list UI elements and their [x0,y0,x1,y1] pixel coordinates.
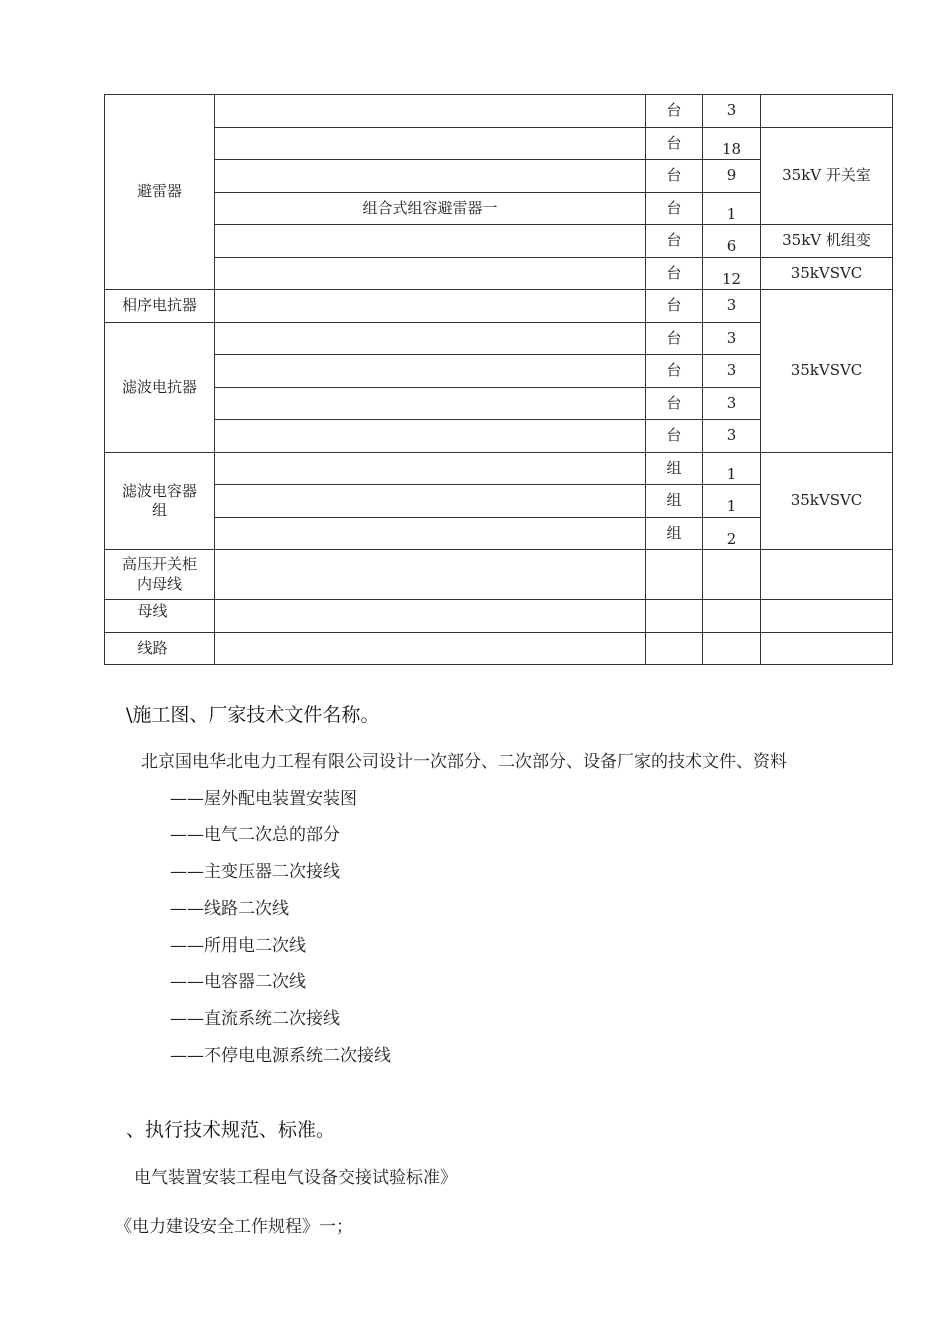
qty-value: 6 [726,237,737,256]
list-item: ——屋外配电装置安装图 [170,789,357,809]
equipment-name: 滤波电抗器 [105,323,215,453]
equipment-desc [215,420,646,453]
equipment-desc [215,453,646,485]
location-cell: 35kVSVC [761,258,893,290]
equipment-desc [215,258,646,290]
equipment-name-line1: 滤波电容器 [121,481,197,500]
qty-value: 18 [721,139,742,158]
unit-cell: 组 [646,518,703,550]
section-intro: 北京国电华北电力工程有限公司设计一次部分、二次部分、设备厂家的技术文件、资料 [141,752,787,772]
equipment-desc [215,323,646,355]
equipment-name-line2: 内母线 [136,574,182,593]
list-item: ——电容器二次线 [170,972,306,992]
unit-cell: 台 [646,355,703,388]
unit-cell: 台 [646,323,703,355]
location-cell: 35kV 开关室 [761,128,893,225]
qty-cell [703,518,761,550]
table-row [105,290,893,323]
list-item: ——直流系统二次接线 [170,1009,340,1029]
equipment-name-line1: 高压开关柜 [121,555,197,573]
equipment-desc [215,160,646,193]
table-row [105,128,893,160]
section-heading-standards: 、执行技术规范、标准。 [126,1119,336,1141]
qty-cell: 3 [703,355,761,388]
qty-cell [703,453,761,485]
equipment-desc [215,550,646,600]
table-row [105,633,893,665]
unit-cell: 台 [646,128,703,160]
equipment-desc [215,518,646,550]
unit-cell [646,633,703,665]
qty-value: 1 [726,497,737,516]
equipment-desc [215,290,646,323]
qty-cell [703,225,761,258]
equipment-name: 线路 [105,633,215,665]
list-item: ——所用电二次线 [170,936,306,956]
table-row [105,453,893,485]
table-row [105,258,893,290]
section-heading-drawings: \施工图、厂家技术文件名称。 [126,704,380,726]
qty-cell: 3 [703,388,761,420]
unit-cell [646,550,703,600]
table-row [105,600,893,633]
list-item: ——线路二次线 [170,899,289,919]
standard-line: 电气装置安装工程电气设备交接试验标准》 [134,1168,457,1188]
equipment-name [105,453,215,550]
qty-value: 1 [726,464,737,483]
unit-cell: 组 [646,453,703,485]
standard-line: 《电力建设安全工作规程》一； [115,1217,353,1237]
unit-cell: 台 [646,193,703,225]
unit-cell: 台 [646,160,703,193]
unit-cell: 台 [646,95,703,128]
qty-cell [703,633,761,665]
equipment-desc [215,485,646,518]
qty-cell: 3 [703,323,761,355]
qty-cell: 9 [703,160,761,193]
equipment-desc [215,388,646,420]
list-item: ——不停电电源系统二次接线 [170,1046,391,1066]
equipment-desc: 组合式组容避雷器一 [215,193,646,225]
qty-cell [703,550,761,600]
location-cell: 35kV 机组变 [761,225,893,258]
unit-cell: 台 [646,420,703,453]
equipment-name [105,550,215,600]
location-cell [761,600,893,633]
qty-cell [703,258,761,290]
list-item: ——电气二次总的部分 [170,825,340,845]
unit-cell: 台 [646,225,703,258]
equipment-name: 相序电抗器 [105,290,215,323]
equipment-name: 避雷器 [105,95,215,290]
equipment-desc [215,225,646,258]
equipment-desc [215,95,646,128]
equipment-desc [215,633,646,665]
equipment-table [104,94,893,665]
qty-cell [703,128,761,160]
qty-cell [703,193,761,225]
equipment-desc [215,355,646,388]
qty-value: 2 [726,529,737,548]
qty-cell [703,485,761,518]
location-cell [761,550,893,600]
unit-cell: 台 [646,290,703,323]
table-row [105,550,893,600]
equipment-desc [215,128,646,160]
location-cell [761,95,893,128]
equipment-name-line2: 组 [151,501,167,519]
location-cell: 35kVSVC [761,453,893,550]
unit-cell: 组 [646,485,703,518]
unit-cell [646,600,703,633]
unit-cell: 台 [646,258,703,290]
qty-cell [703,600,761,633]
location-cell: 35kVSVC [761,290,893,453]
equipment-desc [215,600,646,633]
equipment-name: 母线 [105,600,215,633]
table-row [105,95,893,128]
qty-value: 12 [721,269,742,288]
qty-value: 1 [726,204,737,223]
qty-cell: 3 [703,290,761,323]
location-cell [761,633,893,665]
qty-cell: 3 [703,420,761,453]
unit-cell: 台 [646,388,703,420]
table-row [105,225,893,258]
qty-cell: 3 [703,95,761,128]
list-item: ——主变压器二次接线 [170,862,340,882]
